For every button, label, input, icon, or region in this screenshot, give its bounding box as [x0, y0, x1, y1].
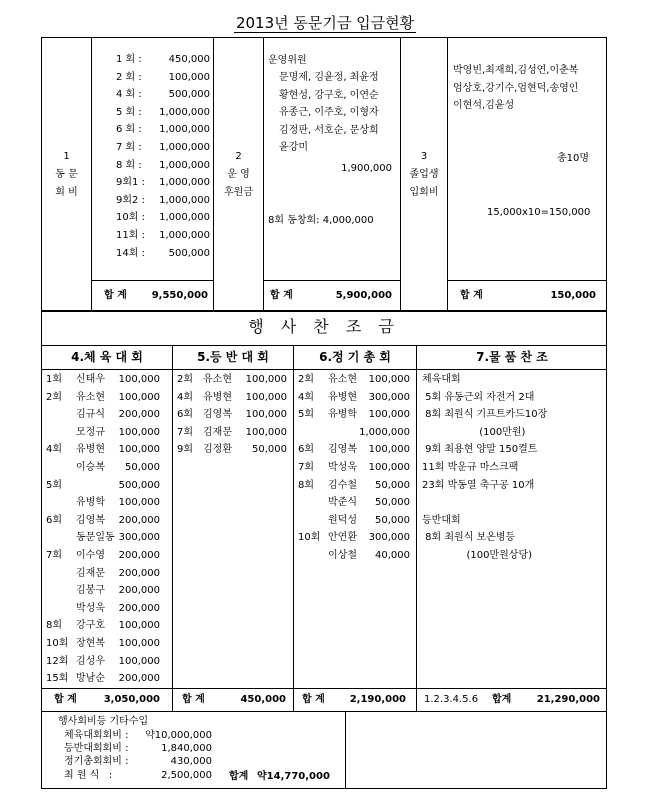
bottom-row-key: 정기총회회비 :: [64, 756, 129, 768]
bottom-row: [64, 729, 224, 742]
bottom-row-key: 체육대회회비 :: [64, 730, 129, 741]
sec3-names: [453, 62, 578, 115]
sec1-row-key: 9회2 :: [116, 194, 145, 206]
sec1-row-value: 1,000,000: [159, 194, 210, 206]
col6-total: 2,190,000: [349, 694, 406, 705]
col4-row-value: 100,000: [118, 391, 160, 403]
sec1-row: [112, 209, 210, 227]
col6-row-value: 100,000: [368, 461, 410, 473]
col4-row: [46, 512, 160, 530]
col4-row: [46, 617, 160, 635]
col5-row-class: 6회: [177, 409, 194, 421]
col4-row-class: 8회: [46, 620, 63, 632]
col4-row-name: 이승복: [76, 461, 105, 473]
sec2-heading: 운영위원: [268, 55, 307, 66]
col6-row-name: 이상철: [328, 549, 357, 561]
col7-rows: [422, 371, 604, 565]
col4-row-value: 50,000: [125, 461, 160, 473]
col4-row: [46, 670, 160, 688]
col4-row-name: 신태우: [76, 374, 105, 385]
sec1-row-key: 2 회 :: [116, 71, 142, 83]
col4-row-class: 1회: [46, 374, 63, 385]
bottom-row-key: 최 원 식 :: [64, 769, 113, 781]
col6-row: [298, 459, 410, 477]
col6-row-value: 50,000: [375, 497, 410, 509]
col4-row-name: 유소현: [76, 391, 105, 403]
sec1-row-key: 5 회 :: [116, 106, 142, 118]
col4-row: [46, 653, 160, 671]
sec1-row-key: 7 회 :: [116, 141, 142, 153]
col5-row-value: 100,000: [245, 426, 287, 438]
col5-row: [177, 424, 287, 442]
col7-line: 5회 유동근외 자전거 2대: [422, 391, 535, 403]
sec1-row: [112, 121, 210, 139]
col4-row-name: 방남순: [76, 673, 105, 685]
col7-line: 11회 박운규 마스크팩: [422, 461, 519, 473]
col4-row-class: 15회: [46, 673, 69, 685]
col6-row-name: 유병학: [328, 409, 357, 421]
bottom-row-value: 2,500,000: [161, 769, 212, 781]
col5-row-value: 50,000: [252, 444, 287, 456]
sec3-name-line: 이현석,김윤성: [453, 100, 515, 111]
sec1-row-value: 1,000,000: [159, 159, 210, 171]
col5-row-class: 7회: [177, 426, 194, 438]
col4-row-value: 100,000: [118, 497, 160, 509]
sec2-total-label: 합 계: [270, 290, 293, 301]
sec1-row: [112, 139, 210, 157]
sec1-row: [112, 192, 210, 210]
col6-row-name: 유병현: [328, 391, 357, 403]
col6-row-class: 6회: [298, 444, 315, 456]
col5-row: [177, 441, 287, 459]
col7-total-label: 합계: [492, 694, 512, 705]
sec1-row: [112, 157, 210, 175]
sec1-row-value: 500,000: [168, 89, 210, 101]
col6-row-value: 50,000: [375, 514, 410, 526]
bottom-row-value: 약10,000,000: [145, 730, 212, 741]
col4-row: [46, 529, 160, 547]
bottom-row: [64, 755, 224, 768]
col6-row: [298, 389, 410, 407]
col4-row-class: 2회: [46, 391, 63, 403]
col4-total: 3,050,000: [103, 694, 160, 705]
col6-row-name: 박성욱: [328, 461, 357, 473]
col6-row-class: 5회: [298, 409, 315, 421]
page-title: 2013년 동문기금 입금현황: [235, 14, 415, 32]
sec1-row-value: 1,000,000: [159, 212, 210, 224]
sec1-row: [112, 86, 210, 104]
sec1-row-value: 1,000,000: [159, 141, 210, 153]
col4-row: [46, 459, 160, 477]
col4-row-name: 강구호: [76, 620, 105, 632]
bottom-heading: 행사회비등 기타수입: [58, 716, 149, 727]
col6-row-value: 50,000: [375, 479, 410, 491]
sec1-row-key: 4 회 :: [116, 89, 142, 101]
sec1-row-key: 1 회 :: [116, 54, 142, 65]
col4-row-value: 500,000: [118, 479, 160, 491]
col4-row-name: 김규식: [76, 409, 105, 421]
bottom-row-value: 430,000: [170, 756, 212, 768]
col5-row-value: 100,000: [245, 391, 287, 403]
col4-row-class: 7회: [46, 549, 63, 561]
col5-rows: [177, 371, 287, 459]
sec2-extra: 8회 동창회: 4,000,000: [268, 215, 374, 226]
sec1-label: 1 동 문 회 비: [55, 151, 78, 198]
col4-row: [46, 389, 160, 407]
col6-row-class: 4회: [298, 391, 315, 403]
sec1-row-value: 1,000,000: [159, 177, 210, 189]
sec2-amount: 1,900,000: [341, 163, 392, 174]
sec1-row: [112, 104, 210, 122]
col6-row-class: 2회: [298, 374, 315, 385]
sec1-row-key: 9회1 :: [116, 177, 145, 189]
sec3-total-label: 합 계: [460, 290, 483, 301]
bottom-row: [64, 769, 224, 782]
col6-row-class: 7회: [298, 461, 315, 473]
col7-line: 9회 최용현 양말 150켤트: [422, 444, 538, 456]
col6-row-class: 10회: [298, 532, 321, 544]
sec3-count: 총10명: [557, 153, 590, 164]
col4-row-value: 200,000: [118, 514, 160, 526]
col4-row: [46, 424, 160, 442]
col5-row-name: 김재문: [203, 426, 232, 438]
col4-row: [46, 441, 160, 459]
col4-row-value: 100,000: [118, 620, 160, 632]
sec2-name-line: 문명제, 김윤정, 최윤정: [279, 72, 379, 83]
col7-line: 등반대회: [422, 514, 461, 526]
sec1-row-key: 11회 :: [116, 229, 145, 241]
col4-row-name: 박성욱: [76, 602, 105, 614]
col7-line: (100만원): [422, 426, 526, 438]
col4-row-value: 200,000: [118, 567, 160, 579]
bottom-total-label: 합계: [229, 771, 249, 782]
col6-row-value: 40,000: [375, 549, 410, 561]
col4-row: [46, 406, 160, 424]
col6-row: [298, 477, 410, 495]
col6-row: [298, 424, 410, 442]
col7-total: 21,290,000: [536, 694, 600, 705]
col5-total-label: 합 계: [182, 694, 205, 705]
col6-header: 6.정 기 총 회: [319, 350, 391, 364]
col6-row-value: 300,000: [368, 391, 410, 403]
col5-row: [177, 371, 287, 389]
sec1-row-value: 450,000: [168, 54, 210, 65]
col6-row: [298, 441, 410, 459]
sec1-row-key: 8 회 :: [116, 159, 142, 171]
sec1-total: 9,550,000: [151, 290, 208, 301]
col4-row: [46, 477, 160, 495]
sec2-total: 5,900,000: [335, 290, 392, 301]
col4-row: [46, 494, 160, 512]
sec1-row: [112, 174, 210, 192]
col4-row-class: 4회: [46, 444, 63, 456]
col5-row: [177, 406, 287, 424]
col4-row-value: 100,000: [118, 444, 160, 456]
col4-row-value: 200,000: [118, 585, 160, 597]
col6-row-value: 1,000,000: [359, 426, 410, 438]
col7-line: 8회 최원식 보온병등: [422, 532, 516, 544]
col5-row-name: 김영복: [203, 409, 232, 421]
sec1-rows: [112, 51, 210, 262]
col4-total-label: 합 계: [54, 694, 77, 705]
sec2-label: 2 운 영 후원금: [224, 151, 253, 198]
sec2-name-line: 김정판, 서호순, 문상희: [279, 124, 379, 136]
col7-header: 7.물 품 찬 조: [476, 350, 548, 364]
col4-row-value: 200,000: [118, 549, 160, 561]
col6-row-value: 100,000: [368, 444, 410, 456]
col5-row-class: 4회: [177, 391, 194, 403]
sec2-name-line: 윤강미: [279, 142, 308, 153]
col7-total-prefix: 1.2.3.4.5.6: [424, 694, 479, 705]
sec3-name-line: 엄상호,강기수,엄현덕,송영인: [453, 82, 579, 94]
col4-row-class: 10회: [46, 637, 69, 649]
col6-row: [298, 512, 410, 530]
sec1-row: [112, 227, 210, 245]
bottom-row-key: 등반대회회비 :: [64, 743, 129, 755]
sec3-total: 150,000: [550, 290, 596, 301]
col4-row-class: 5회: [46, 479, 63, 491]
col7-line: 23회 박동열 축구공 10개: [422, 479, 535, 491]
event-title: 행 사 찬 조 금: [248, 317, 400, 336]
col4-row-value: 100,000: [118, 426, 160, 438]
col6-row-class: 8회: [298, 479, 315, 491]
sec1-row-value: 500,000: [168, 247, 210, 259]
col4-row-value: 100,000: [118, 655, 160, 667]
col4-row: [46, 582, 160, 600]
col4-row-name: 장현복: [76, 637, 105, 649]
col4-row-name: 모정규: [76, 426, 105, 438]
col4-row-value: 200,000: [118, 673, 160, 685]
col6-row-value: 100,000: [368, 409, 410, 421]
col4-row-value: 100,000: [118, 374, 160, 385]
col5-row-class: 2회: [177, 374, 194, 385]
col4-row-name: 김영복: [76, 514, 105, 526]
sec1-row: [112, 245, 210, 263]
col4-row-class: 12회: [46, 655, 69, 667]
col7-line: 체육대회: [422, 374, 461, 385]
col6-row-value: 100,000: [368, 374, 410, 385]
col4-row-name: 이수영: [76, 549, 105, 561]
col6-total-label: 합 계: [302, 694, 325, 705]
sec1-row-key: 10회 :: [116, 212, 145, 224]
sec1-row-value: 1,000,000: [159, 124, 210, 136]
bottom-rows: [64, 729, 224, 782]
col6-rows: [298, 371, 410, 565]
col6-row: [298, 406, 410, 424]
col7-line: [422, 494, 604, 512]
col4-header: 4.체 육 대 회: [71, 350, 143, 364]
col5-row: [177, 389, 287, 407]
col6-row-name: 유소현: [328, 374, 357, 385]
col4-row: [46, 565, 160, 583]
bottom-total: 약14,770,000: [257, 771, 330, 782]
col4-row: [46, 600, 160, 618]
sec2-name-line: 유종근, 이주호, 이형자: [279, 107, 379, 118]
sec1-row-key: 6 회 :: [116, 124, 142, 136]
col5-row-name: 유병현: [203, 391, 232, 403]
col4-row: [46, 547, 160, 565]
col6-row-name: 원덕성: [328, 514, 357, 526]
col6-row-name: 박준식: [328, 497, 357, 509]
sec3-label: 3 졸업생 입회비: [409, 151, 439, 198]
sec1-row-value: 1,000,000: [159, 106, 210, 118]
col5-row-name: 김정환: [203, 444, 232, 456]
sec1-row: [112, 51, 210, 69]
bottom-row-value: 1,840,000: [161, 743, 212, 755]
col5-row-value: 100,000: [245, 374, 287, 385]
sec1-row-key: 14회 :: [116, 247, 145, 259]
col4-row-name: 김성우: [76, 655, 105, 667]
bottom-row: [64, 742, 224, 755]
sec1-row-value: 100,000: [168, 71, 210, 83]
col4-rows: [46, 371, 160, 688]
col6-row: [298, 371, 410, 389]
col5-total: 450,000: [240, 694, 286, 705]
col7-line: 8회 최원식 기프트카드10장: [422, 409, 548, 421]
col4-row-name: 김봉구: [76, 585, 105, 597]
col6-row-name: 안연환: [328, 532, 357, 544]
col4-row-value: 200,000: [118, 602, 160, 614]
sec1-total-label: 합 계: [104, 290, 127, 301]
sec3-name-line: 박영빈,최재희,김성연,이춘복: [453, 65, 579, 76]
col6-row: [298, 529, 410, 547]
col4-row-value: 300,000: [118, 532, 160, 544]
col6-row-name: 김영복: [328, 444, 357, 456]
sec2-name-line: 황현성, 강구호, 이연순: [279, 89, 379, 101]
col5-row-name: 유소현: [203, 374, 232, 385]
col6-row-value: 300,000: [368, 532, 410, 544]
col4-row: [46, 371, 160, 389]
col4-row-class: 6회: [46, 514, 63, 526]
col4-row-value: 200,000: [118, 409, 160, 421]
col5-row-value: 100,000: [245, 409, 287, 421]
col6-row-name: 김수철: [328, 479, 357, 491]
sec3-calc: 15,000x10=150,000: [487, 207, 591, 218]
col6-row: [298, 547, 410, 565]
col5-header: 5.등 반 대 회: [197, 350, 269, 364]
col4-row-name: 동문일동: [76, 532, 115, 544]
col4-row-value: 100,000: [118, 637, 160, 649]
col4-row: [46, 635, 160, 653]
col4-row-name: 유병현: [76, 444, 105, 456]
col4-row-name: 유병학: [76, 497, 105, 509]
col5-row-class: 9회: [177, 444, 194, 456]
col7-line: (100만원상당): [422, 549, 533, 561]
sec2-names: [279, 69, 379, 157]
col6-row: [298, 494, 410, 512]
col4-row-name: 김재문: [76, 567, 105, 579]
sec1-row-value: 1,000,000: [159, 229, 210, 241]
sec1-row: [112, 69, 210, 87]
